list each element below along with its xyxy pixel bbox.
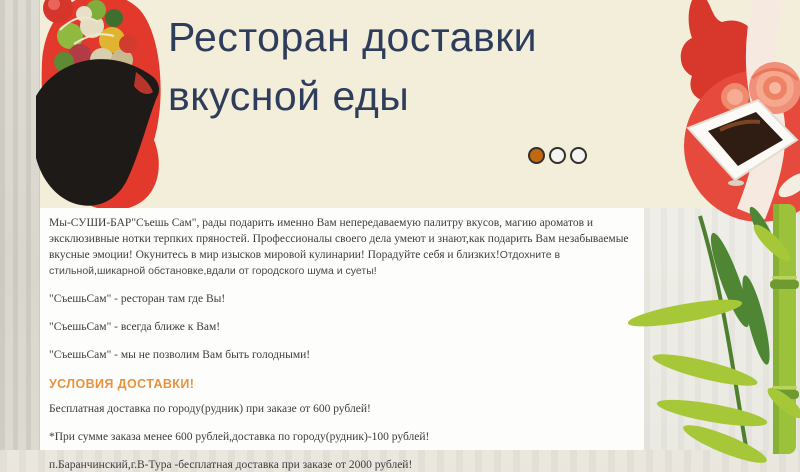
slogan-line-2: "СъешьСам" - всегда ближе к Вам! (49, 321, 221, 333)
noodle-bowl-image (40, 0, 172, 208)
slogan-line-3: "СъешьСам" - мы не позволим Вам быть голодными! (49, 349, 311, 361)
delivery-heading: УСЛОВИЯ ДОСТАВКИ! (49, 377, 195, 391)
page-title (168, 8, 537, 126)
intro-serif-text: Мы-СУШИ-БАР"Съешь Сам", рады подарить именно Вам непередаваемую палитру вкусов, магию ароматов и эксклюзивные нотки терпких пряностей. Профессионалы своего дела умеют и знают,как подарить Вам незабываемые вкусные эмоции! Окунитесь в мир изысков мировой кулинарии! Порадуйте себя и близких! (49, 217, 629, 261)
carousel-dot-1[interactable] (528, 147, 545, 164)
delivery-term-2: *При сумме заказа менее 600 рублей,доставка по городу(рудник)-100 рублей! (49, 431, 430, 443)
page-background-strip (0, 0, 40, 450)
page-title-line1: Ресторан доставки (168, 14, 538, 60)
soy-sauce-dish-art (570, 0, 800, 208)
intro-paragraph (49, 215, 630, 279)
page-title-line2: вкусной еды (168, 73, 410, 119)
carousel-dot-3[interactable] (570, 147, 587, 164)
slogan-line-1: "СъешьСам" - ресторан там где Вы! (49, 293, 226, 305)
intro-sans-text: Отдохните в стильной,шикарной обстановке,вдали от городского шума и суеты! (49, 249, 561, 277)
carousel-dot-2[interactable] (549, 147, 566, 164)
carousel-dots (528, 147, 587, 164)
delivery-term-1: Бесплатная доставка по городу(рудник) при заказе от 600 рублей! (49, 403, 371, 415)
hero-banner (40, 0, 800, 208)
content-panel (40, 208, 644, 471)
delivery-term-3: п.Баранчинский,г.В-Тура -бесплатная доставка при заказе от 2000 рублей! (49, 459, 413, 471)
side-background-strip (644, 208, 800, 450)
